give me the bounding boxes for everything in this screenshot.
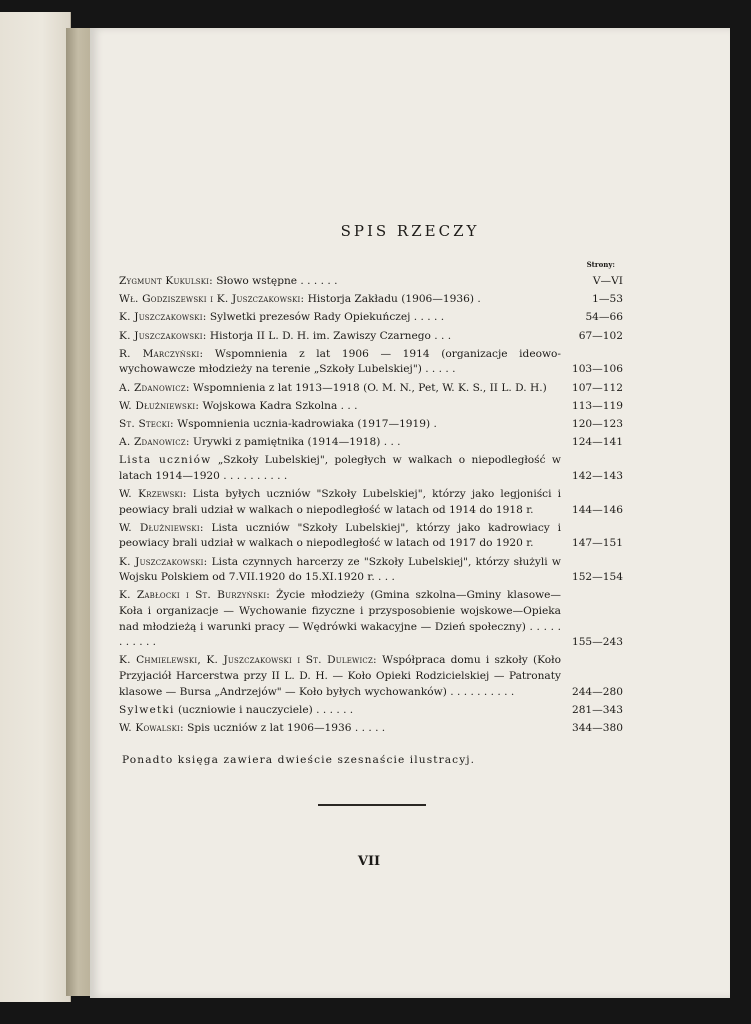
toc-entry-pages: 152—154 <box>571 571 623 584</box>
toc-entry <box>119 555 623 586</box>
toc-entry <box>119 274 623 290</box>
toc-entry-text <box>119 347 623 378</box>
toc-entry-author: K. Juszczakowski: <box>119 555 208 568</box>
toc-entry-pages: 103—106 <box>571 363 623 376</box>
toc-entry-pages: 281—343 <box>571 703 623 716</box>
toc-entry-title: Wspomnienia z lat 1913—1918 (O. M. N., Pet, W. K. S., II L. D. H.) <box>193 381 547 394</box>
toc-entry <box>119 487 623 518</box>
toc-entry-author: A. Zdanowicz: <box>119 381 190 394</box>
toc-entry-spaced-text: Lista uczniów <box>119 454 212 467</box>
toc-entry-author: K. Juszczakowski: <box>119 329 207 342</box>
toc-entry-title: Lista czynnych harcerzy ze "Szkoły Lubelskiej", którzy służyli w Wojsku Polskiem od 7.VII.1920 do 15.XI.1920 r. . . . <box>119 555 561 584</box>
toc-entry-title: Życie młodzieży (Gmina szkolna—Gminy klasowe—Koła i organizacje — Wychowanie fizyczne i przysposobienie wojskowe—Opieka nad młodzieżą i warunki pracy — Wędrówki wakacyjne — Dzień społeczny) . . . . . . . . . . . <box>119 589 561 649</box>
toc-entry-title: (uczniowie i nauczyciele) . . . . . . <box>178 703 354 716</box>
toc-entry <box>119 329 623 345</box>
toc-entry-text <box>119 555 623 586</box>
toc-entry <box>119 292 623 308</box>
toc-entry <box>119 435 623 451</box>
toc-entry-text <box>119 417 623 433</box>
table-of-contents <box>119 274 623 739</box>
toc-entry-title: Sylwetki prezesów Rady Opiekuńczej . . . . . <box>209 311 445 324</box>
toc-entry-title: Wspomnienia z lat 1906 — 1914 (organizacje ideowo-wychowawcze młodzieży na terenie „Szkoły Lubelskiej") . . . . . <box>119 347 562 376</box>
toc-entry-author: St. Stecki: <box>119 417 174 430</box>
toc-entry-title: Wspomnienia ucznia-kadrowiaka (1917—1919) . <box>177 417 437 430</box>
toc-entry-title: Historja II L. D. H. im. Zawiszy Czarnego . . . <box>209 329 452 342</box>
toc-entry <box>119 347 623 378</box>
page-title: SPIS RZECZY <box>340 222 480 240</box>
toc-entry <box>119 417 623 433</box>
toc-entry <box>119 521 623 552</box>
page-number: VII <box>357 854 381 869</box>
toc-entry-author: A. Zdanowicz: <box>119 436 190 449</box>
toc-entry <box>119 703 623 719</box>
toc-entry-text <box>119 721 623 737</box>
toc-entry-pages: 144—146 <box>571 503 623 516</box>
toc-entry-pages: V—VI <box>592 275 623 287</box>
toc-entry-pages: 124—141 <box>571 436 623 449</box>
toc-entry-author: W. Dłużniewski: <box>119 521 204 534</box>
toc-entry-pages: 1—53 <box>592 293 623 306</box>
toc-entry-title: Współpraca domu i szkoły (Koło Przyjaciół Harcerstwa przy II L. D. H. — Koło Opieki Rodzicielskiej — Patronaty klasowe — Bursa „Andrzejów" — Koło byłych wychowanków) . . . . . . . . . . <box>119 654 561 698</box>
toc-entry-pages: 344—380 <box>571 721 623 734</box>
toc-entry <box>119 310 623 326</box>
toc-entry-title: Lista byłych uczniów "Szkoły Lubelskiej", którzy jako legjoniści i peowiacy brali udział w walkach o niepodległość w latach od 1914 do 1918 r. <box>119 488 561 516</box>
toc-entry-title: „Szkoły Lubelskiej", poległych w walkach o niepodległość w latach 1914—1920 . . . . . . . . . . <box>119 454 561 482</box>
toc-entry <box>119 588 623 650</box>
toc-entry-text <box>119 588 623 650</box>
toc-entry-text <box>119 487 623 518</box>
toc-entry-pages: 244—280 <box>571 685 623 698</box>
toc-entry-spaced-text: Sylwetki <box>119 703 175 716</box>
toc-entry-pages: 107—112 <box>571 381 623 394</box>
toc-entry-pages: 113—119 <box>571 399 623 412</box>
toc-entry-title: Wojskowa Kadra Szkolna . . . <box>202 399 358 412</box>
left-page <box>0 12 71 1002</box>
toc-entry-text <box>119 703 623 719</box>
toc-entry-author: K. Chmielewski, K. Juszczakowski i St. Dulewicz: <box>119 654 377 667</box>
toc-entry-pages: 120—123 <box>571 417 623 430</box>
toc-entry-author: W. Krzewski: <box>119 488 187 501</box>
toc-entry-text <box>119 453 623 484</box>
toc-entry-author: Zygmunt Kukulski: <box>119 275 213 287</box>
toc-entry-text <box>119 310 623 326</box>
toc-entry-pages: 155—243 <box>571 636 623 649</box>
toc-entry-title: Słowo wstępne . . . . . . <box>216 275 338 287</box>
toc-entry-text <box>119 653 623 700</box>
toc-entry-text <box>119 381 623 397</box>
toc-entry-author: K. Zabłocki i St. Burzyński: <box>119 589 271 602</box>
toc-entry <box>119 653 623 700</box>
toc-entry-author: K. Juszczakowski: <box>119 311 207 324</box>
divider-rule <box>318 804 426 806</box>
toc-entry-pages: 67—102 <box>578 329 623 342</box>
toc-entry-title: Historja Zakładu (1906—1936) . <box>307 293 481 306</box>
pages-column-header: Strony: <box>586 260 615 269</box>
toc-entry-title: Urywki z pamiętnika (1914—1918) . . . <box>193 436 401 449</box>
book-page <box>90 28 730 998</box>
toc-entry-title: Lista uczniów "Szkoły Lubelskiej", którzy jako kadrowiacy i peowiacy brali udział w walkach o niepodległość w latach od 1917 do 1920 r. <box>119 521 561 550</box>
toc-entry-pages: 54—66 <box>585 311 623 324</box>
toc-entry-text <box>119 399 623 415</box>
toc-entry-text <box>119 521 623 552</box>
toc-entry-title: Spis uczniów z lat 1906—1936 . . . . . <box>187 721 386 734</box>
toc-entry-author: W. Kowalski: <box>119 721 184 734</box>
toc-entry <box>119 381 623 397</box>
toc-entry-pages: 147—151 <box>571 537 623 550</box>
toc-entry <box>119 399 623 415</box>
toc-entry <box>119 453 623 484</box>
toc-entry-text <box>119 329 623 345</box>
toc-entry-author: W. Dłużniewski: <box>119 399 200 412</box>
toc-entry-author: R. Marczyński: <box>119 347 204 360</box>
illustrations-note: Ponadto księga zawiera dwieście szesnaście ilustracyj. <box>122 754 476 766</box>
toc-entry-text <box>119 274 623 290</box>
toc-entry-text <box>119 292 623 308</box>
toc-entry-author: Wł. Godziszewski i K. Juszczakowski: <box>119 293 305 306</box>
toc-entry-pages: 142—143 <box>571 469 623 482</box>
toc-entry-text <box>119 435 623 451</box>
toc-entry <box>119 721 623 737</box>
